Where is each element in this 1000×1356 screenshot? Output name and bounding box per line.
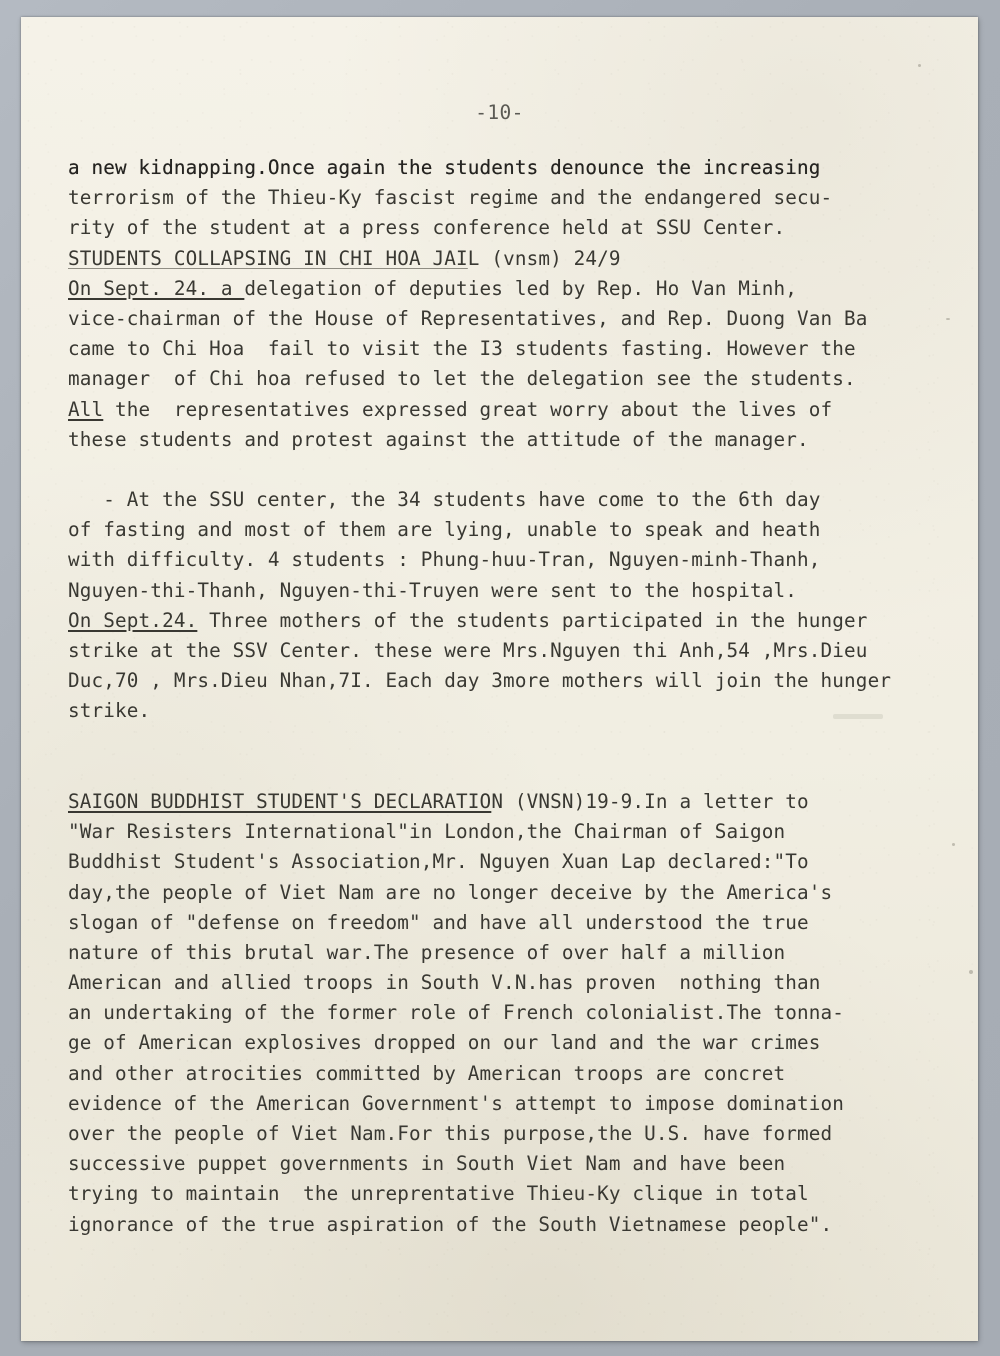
page-number: -10- xyxy=(475,101,524,124)
typed-line: slogan of "defense on freedom" and have all understood the true xyxy=(68,910,809,934)
typed-line: day,the people of Viet Nam are no longer deceive by the America's xyxy=(68,880,833,904)
typed-line: successive puppet governments in South Viet Nam and have been xyxy=(68,1152,786,1176)
scan-speck xyxy=(833,714,883,719)
line-remainder: L (vnsm) 24/9 xyxy=(467,246,621,270)
typed-line: ge of American explosives dropped on our land and the war crimes xyxy=(68,1031,821,1055)
typed-line: - At the SSU center, the 34 students have come to the 6th day xyxy=(68,488,821,512)
underlined-heading: On Sept.24. xyxy=(68,608,198,632)
typed-line: Buddhist Student's Association,Mr. Nguyen Xuan Lap declared:"To xyxy=(68,850,809,874)
typed-line: evidence of the American Government's attempt to impose domination xyxy=(68,1091,845,1115)
scan-speck xyxy=(946,318,950,320)
typed-line xyxy=(68,727,948,757)
typed-line: an undertaking of the former role of French colonialist.The tonna- xyxy=(68,1001,845,1025)
typed-line: Nguyen-thi-Thanh, Nguyen-thi-Truyen were sent to the hospital. xyxy=(68,578,798,602)
typed-line: a new kidnapping.Once again the students denounce the increasing xyxy=(68,156,821,179)
underlined-heading: On Sept. 24. a xyxy=(68,276,245,300)
typed-line: manager of Chi hoa refused to let the delegation see the students. xyxy=(68,367,856,391)
typed-line xyxy=(68,606,948,636)
typed-line: strike. xyxy=(68,699,151,723)
typed-line: ignorance of the true aspiration of the South Vietnamese people". xyxy=(68,1212,833,1236)
typed-line xyxy=(68,274,948,304)
typed-line: terrorism of the Thieu-Ky fascist regime and the endangered secu- xyxy=(68,186,833,210)
typed-line xyxy=(68,455,948,485)
scan-speck xyxy=(952,843,955,846)
typed-line: rity of the student at a press conference held at SSU Center. xyxy=(68,216,786,240)
typed-line: came to Chi Hoa fail to visit the I3 students fasting. However the xyxy=(68,337,856,361)
typed-line xyxy=(68,244,948,274)
underlined-heading: STUDENTS COLLAPSING IN CHI HOA JAI xyxy=(68,246,468,270)
typed-line xyxy=(68,395,948,425)
typed-line xyxy=(68,787,948,817)
typed-line: of fasting and most of them are lying, unable to speak and heath xyxy=(68,518,821,542)
typed-line: vice-chairman of the House of Representatives, and Rep. Duong Van Ba xyxy=(68,306,868,330)
underlined-heading: SAIGON BUDDHIST STUDENT'S DECLARATIO xyxy=(68,789,492,813)
typed-text-body xyxy=(68,153,948,1240)
typed-line xyxy=(68,757,948,787)
line-remainder: the representatives expressed great worry about the lives of xyxy=(103,397,833,421)
typed-line: these students and protest against the attitude of the manager. xyxy=(68,427,809,451)
typed-line: "War Resisters International"in London,the Chairman of Saigon xyxy=(68,820,786,844)
line-remainder: Three mothers of the students participated in the hunger xyxy=(197,608,868,632)
underlined-heading: All xyxy=(68,397,104,421)
typed-line: trying to maintain the unreprentative Thieu-Ky clique in total xyxy=(68,1182,809,1206)
typed-line: strike at the SSV Center. these were Mrs.Nguyen thi Anh,54 ,Mrs.Dieu xyxy=(68,639,868,662)
line-remainder: N (VNSN)19-9.In a letter to xyxy=(491,789,809,813)
typed-line: nature of this brutal war.The presence of over half a million xyxy=(68,940,786,964)
typed-line: Duc,70 , Mrs.Dieu Nhan,7I. Each day 3more mothers will join the hunger xyxy=(68,669,892,693)
typed-line: American and allied troops in South V.N.has proven nothing than xyxy=(68,971,821,995)
typed-line: and other atrocities committed by American troops are concret xyxy=(68,1061,786,1085)
document-page xyxy=(21,17,978,1341)
scan-speck xyxy=(918,64,921,67)
line-remainder: delegation of deputies led by Rep. Ho Van Minh, xyxy=(244,276,798,300)
scan-speck xyxy=(969,970,973,974)
typed-line: over the people of Viet Nam.For this purpose,the U.S. have formed xyxy=(68,1122,833,1145)
typed-line: with difficulty. 4 students : Phung-huu-Tran, Nguyen-minh-Thanh, xyxy=(68,548,821,572)
